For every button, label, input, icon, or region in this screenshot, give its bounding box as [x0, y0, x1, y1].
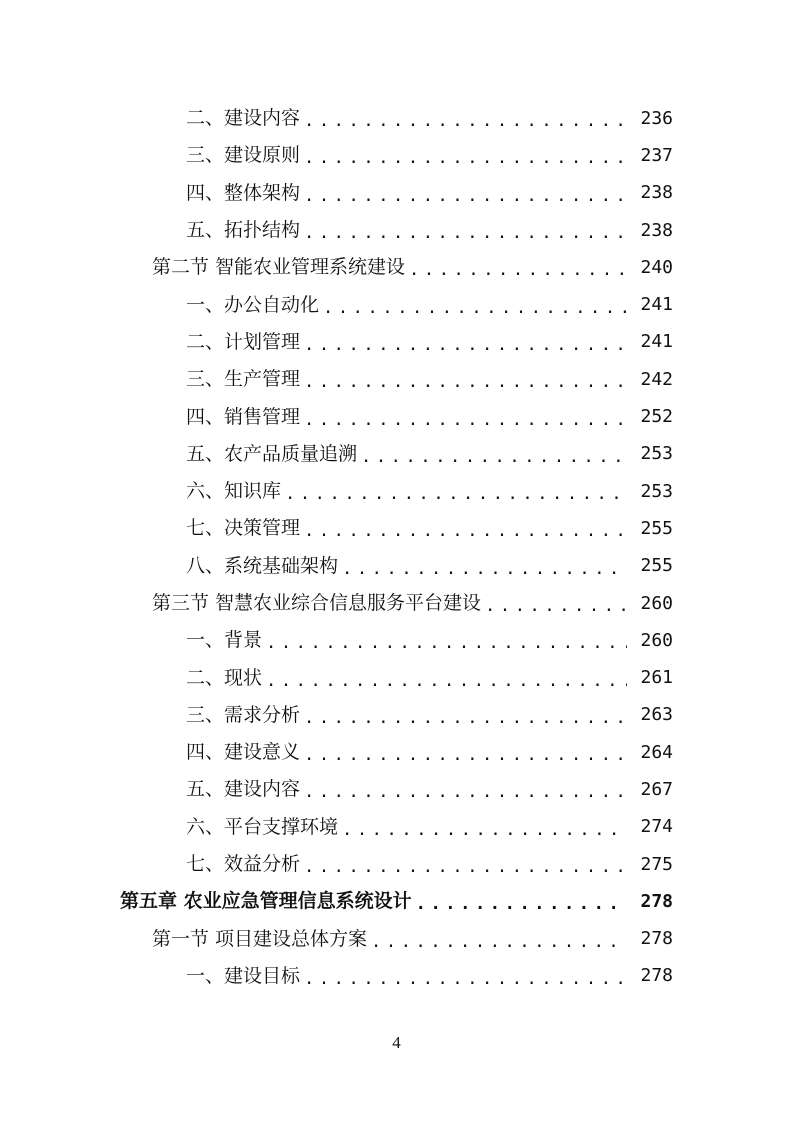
toc-dot-leader: [304, 784, 627, 801]
toc-entry-title: 一、建设目标: [186, 964, 301, 987]
toc-entry-item[interactable]: [0, 436, 793, 473]
toc-entry-title: 五、拓扑结构: [186, 219, 301, 242]
toc-dot-leader: [416, 896, 627, 913]
toc-entry-item[interactable]: [0, 175, 793, 212]
toc-entry-title: 二、计划管理: [186, 330, 301, 353]
toc-entry-page: 278: [640, 965, 673, 987]
toc-entry-title: 第五章 农业应急管理信息系统设计: [120, 890, 412, 913]
toc-entry-item[interactable]: [0, 361, 793, 398]
toc-dot-leader: [304, 710, 627, 727]
toc-dot-leader: [304, 337, 627, 354]
toc-dot-leader: [304, 113, 627, 130]
toc-entry-page: 236: [640, 107, 673, 129]
toc-dot-leader: [323, 300, 627, 317]
toc-entry-page: 260: [640, 592, 673, 614]
toc-entry-page: 263: [640, 704, 673, 726]
toc-entry-page: 275: [640, 853, 673, 875]
toc-entry-page: 241: [640, 331, 673, 353]
toc-entry-title: 四、整体架构: [186, 181, 301, 204]
toc-dot-leader: [304, 150, 627, 167]
toc-entry-page: 274: [640, 816, 673, 838]
toc-entry-item[interactable]: [0, 697, 793, 734]
toc-entry-item[interactable]: [0, 100, 793, 137]
toc-dot-leader: [485, 598, 627, 615]
toc-dot-leader: [304, 971, 627, 988]
toc-entry-item[interactable]: [0, 286, 793, 323]
toc-entry-item[interactable]: [0, 398, 793, 435]
toc-entry-section[interactable]: [0, 921, 793, 958]
toc-entry-item[interactable]: [0, 212, 793, 249]
toc-entry-page: 242: [640, 368, 673, 390]
toc-entry-item[interactable]: [0, 137, 793, 174]
toc-dot-leader: [371, 934, 627, 951]
toc-dot-leader: [361, 449, 627, 466]
toc-dot-leader: [304, 412, 627, 429]
toc-entry-page: 241: [640, 294, 673, 316]
toc-dot-leader: [342, 822, 627, 839]
toc-dot-leader: [304, 523, 627, 540]
toc-entry-item[interactable]: [0, 958, 793, 995]
toc-entry-title: 第一节 项目建设总体方案: [152, 927, 368, 950]
toc-entry-page: 264: [640, 741, 673, 763]
toc-entry-title: 一、办公自动化: [186, 293, 320, 316]
toc-entry-page: 260: [640, 629, 673, 651]
toc-dot-leader: [304, 225, 627, 242]
toc-entry-item[interactable]: [0, 510, 793, 547]
toc-entry-item[interactable]: [0, 809, 793, 846]
toc-entry-page: 261: [640, 667, 673, 689]
toc-entry-page: 237: [640, 144, 673, 166]
toc-entry-page: 253: [640, 480, 673, 502]
toc-entry-title: 五、农产品质量追溯: [186, 442, 358, 465]
toc-entry-item[interactable]: [0, 771, 793, 808]
toc-entry-title: 七、决策管理: [186, 517, 301, 540]
toc-entry-item[interactable]: [0, 473, 793, 510]
toc-dot-leader: [266, 673, 627, 690]
table-of-contents: [0, 100, 793, 995]
toc-entry-title: 第三节 智慧农业综合信息服务平台建设: [152, 592, 482, 614]
toc-entry-page: 238: [640, 182, 673, 204]
toc-entry-title: 第二节 智能农业管理系统建设: [152, 256, 406, 279]
toc-entry-page: 255: [640, 517, 673, 539]
toc-entry-page: 278: [640, 890, 673, 912]
toc-entry-title: 三、需求分析: [186, 703, 301, 726]
toc-dot-leader: [304, 374, 627, 391]
toc-entry-page: 253: [640, 443, 673, 465]
toc-dot-leader: [304, 859, 627, 876]
toc-entry-section[interactable]: [0, 585, 793, 622]
toc-entry-page: 238: [640, 219, 673, 241]
toc-entry-title: 八、系统基础架构: [186, 554, 339, 577]
toc-entry-title: 七、效益分析: [186, 853, 301, 876]
toc-entry-title: 六、知识库: [186, 480, 282, 503]
toc-entry-item[interactable]: [0, 846, 793, 883]
toc-entry-title: 二、建设内容: [186, 107, 301, 130]
toc-dot-leader: [285, 486, 627, 503]
toc-entry-page: 240: [640, 256, 673, 278]
toc-entry-item[interactable]: [0, 548, 793, 585]
toc-dot-leader: [342, 561, 627, 578]
toc-entry-page: 267: [640, 778, 673, 800]
toc-entry-page: 252: [640, 406, 673, 428]
toc-entry-page: 278: [640, 928, 673, 950]
toc-entry-item[interactable]: [0, 324, 793, 361]
toc-entry-chapter[interactable]: [0, 883, 793, 920]
toc-entry-title: 四、建设意义: [186, 741, 301, 764]
toc-dot-leader: [304, 188, 627, 205]
toc-entry-title: 五、建设内容: [186, 778, 301, 801]
toc-entry-page: 255: [640, 555, 673, 577]
toc-entry-title: 四、销售管理: [186, 405, 301, 428]
toc-dot-leader: [409, 262, 627, 279]
toc-entry-section[interactable]: [0, 249, 793, 286]
toc-entry-title: 三、生产管理: [186, 368, 301, 391]
toc-entry-item[interactable]: [0, 622, 793, 659]
page-number: 4: [392, 1033, 401, 1052]
toc-entry-title: 一、背景: [186, 629, 263, 652]
toc-dot-leader: [266, 635, 627, 652]
toc-dot-leader: [304, 747, 627, 764]
toc-entry-item[interactable]: [0, 734, 793, 771]
toc-entry-item[interactable]: [0, 659, 793, 696]
toc-entry-title: 三、建设原则: [186, 144, 301, 167]
toc-entry-title: 二、现状: [186, 666, 263, 689]
toc-entry-title: 六、平台支撑环境: [186, 815, 339, 838]
